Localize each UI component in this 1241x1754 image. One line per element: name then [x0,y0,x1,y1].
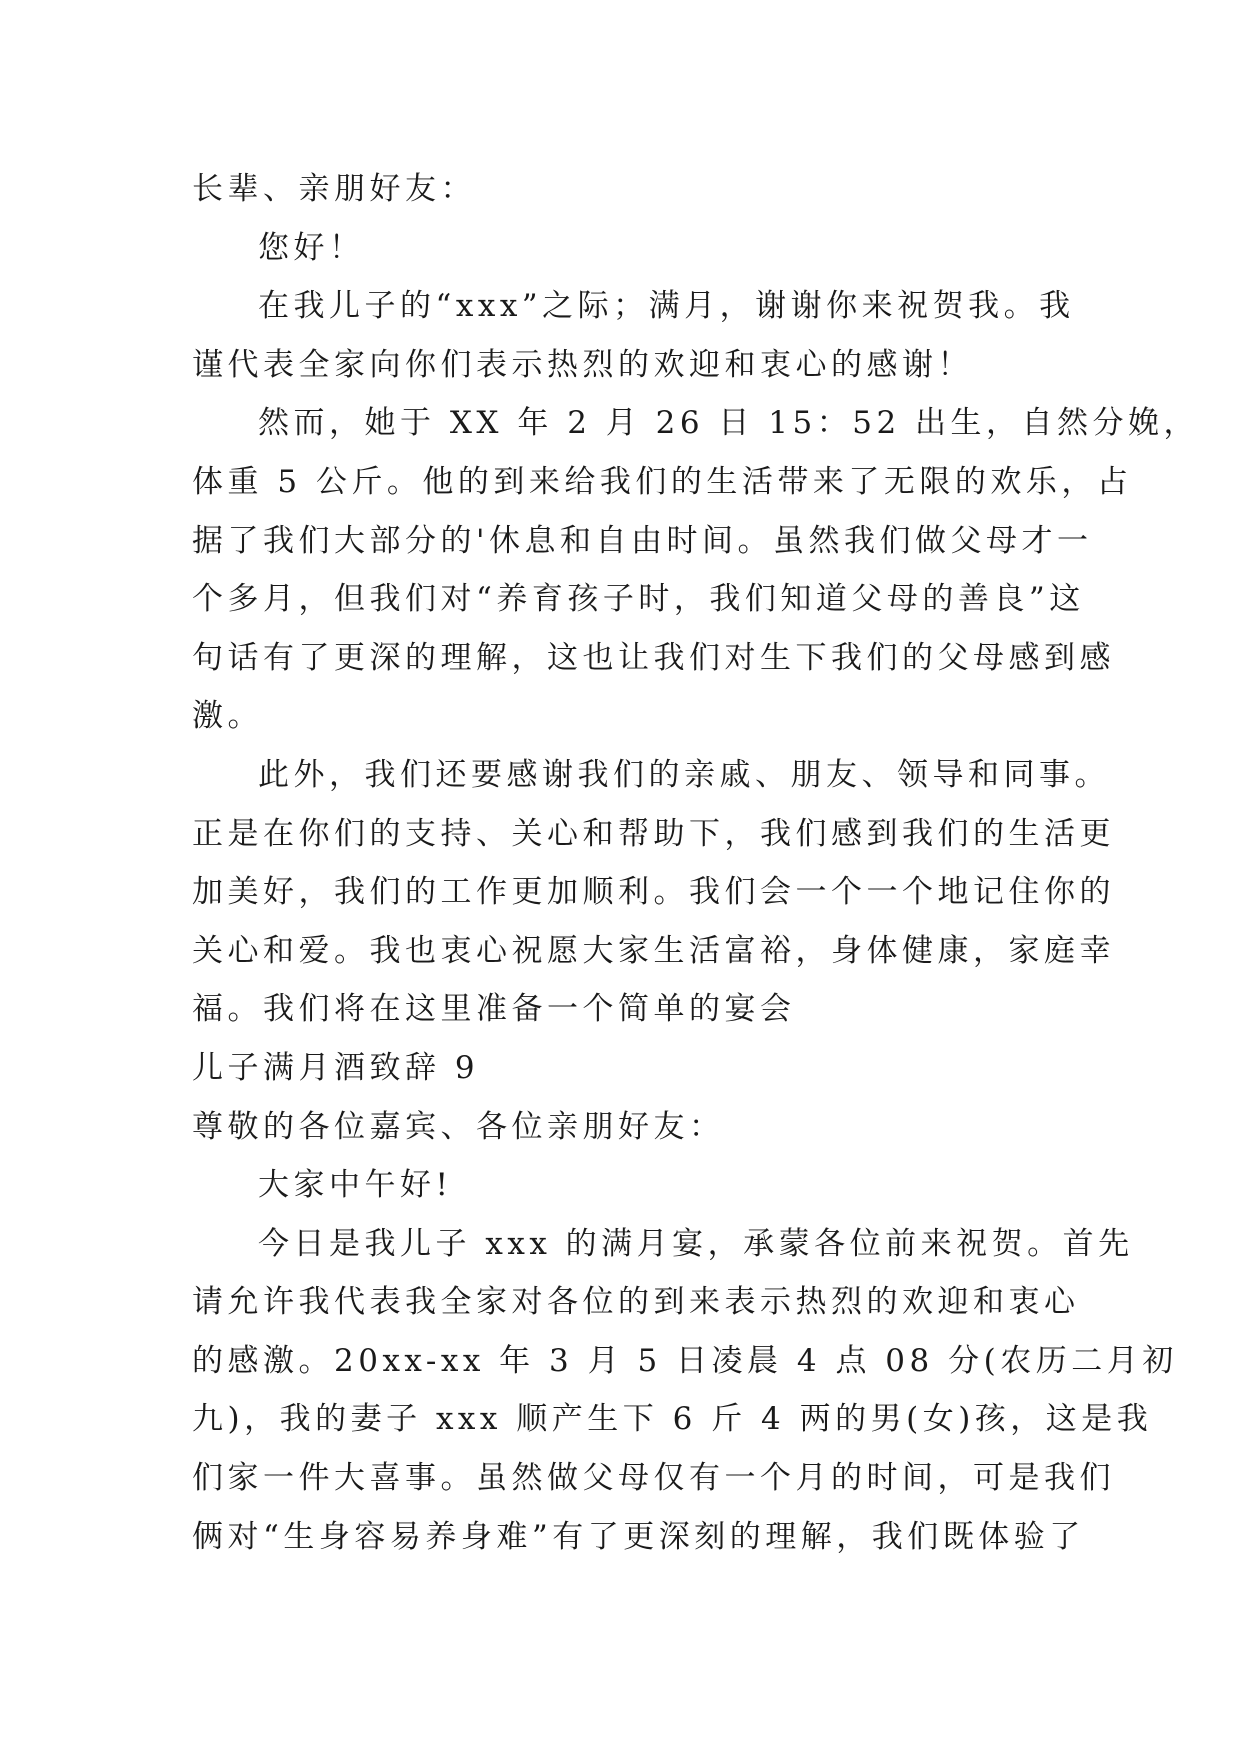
text-line: 正是在你们的支持、关心和帮助下，我们感到我们的生活更 [192,815,1115,852]
text-line: 加美好，我们的工作更加顺利。我们会一个一个地记住你的 [192,874,1115,911]
text-line: 大家中午好! [258,1167,453,1204]
text-line: 长辈、亲朋好友： [192,171,476,207]
text-line: 体重 5 公斤。他的到来给我们的生活带来了无限的欢乐，占 [192,463,1133,500]
text-line: 您好！ [258,229,365,266]
text-line: 据了我们大部分的'休息和自由时间。虽然我们做父母才一 [192,522,1093,559]
section-heading: 儿子满月酒致辞 9 [192,1049,480,1086]
text-line: 个多月，但我们对“养育孩子时，我们知道父母的善良”这 [192,581,1085,618]
document-body [192,160,1200,1566]
text-line: 句话有了更深的理解，这也让我们对生下我们的父母感到感 [192,639,1115,676]
text-line: 关心和爱。我也衷心祝愿大家生活富裕，身体健康，家庭幸 [192,932,1115,969]
text-line: 谨代表全家向你们表示热烈的欢迎和衷心的感谢！ [192,346,973,383]
text-line: 然而，她于 XX 年 2 月 26 日 15：52 出生，自然分娩， [258,405,1200,442]
text-line: 在我儿子的“xxx”之际；满月，谢谢你来祝贺我。我 [258,288,1075,325]
text-line: 激。 [192,698,263,735]
text-line: 们家一件大喜事。虽然做父母仅有一个月的时间，可是我们 [192,1460,1115,1497]
text-line: 请允许我代表我全家对各位的到来表示热烈的欢迎和衷心 [192,1284,1080,1321]
text-line: 的感激。20xx-xx 年 3 月 5 日凌晨 4 点 08 分(农历二月初 [192,1342,1178,1379]
text-line: 福。我们将在这里准备一个简单的宴会 [192,991,796,1028]
text-line: 此外，我们还要感谢我们的亲戚、朋友、领导和同事。 [258,756,1110,793]
text-line: 尊敬的各位嘉宾、各位亲朋好友： [192,1108,725,1145]
text-line: 今日是我儿子 xxx 的满月宴，承蒙各位前来祝贺。首先 [258,1225,1134,1262]
text-line: 俩对“生身容易养身难”有了更深刻的理解，我们既体验了 [192,1518,1085,1555]
text-line: 九)，我的妻子 xxx 顺产生下 6 斤 4 两的男(女)孩，这是我 [192,1401,1153,1438]
